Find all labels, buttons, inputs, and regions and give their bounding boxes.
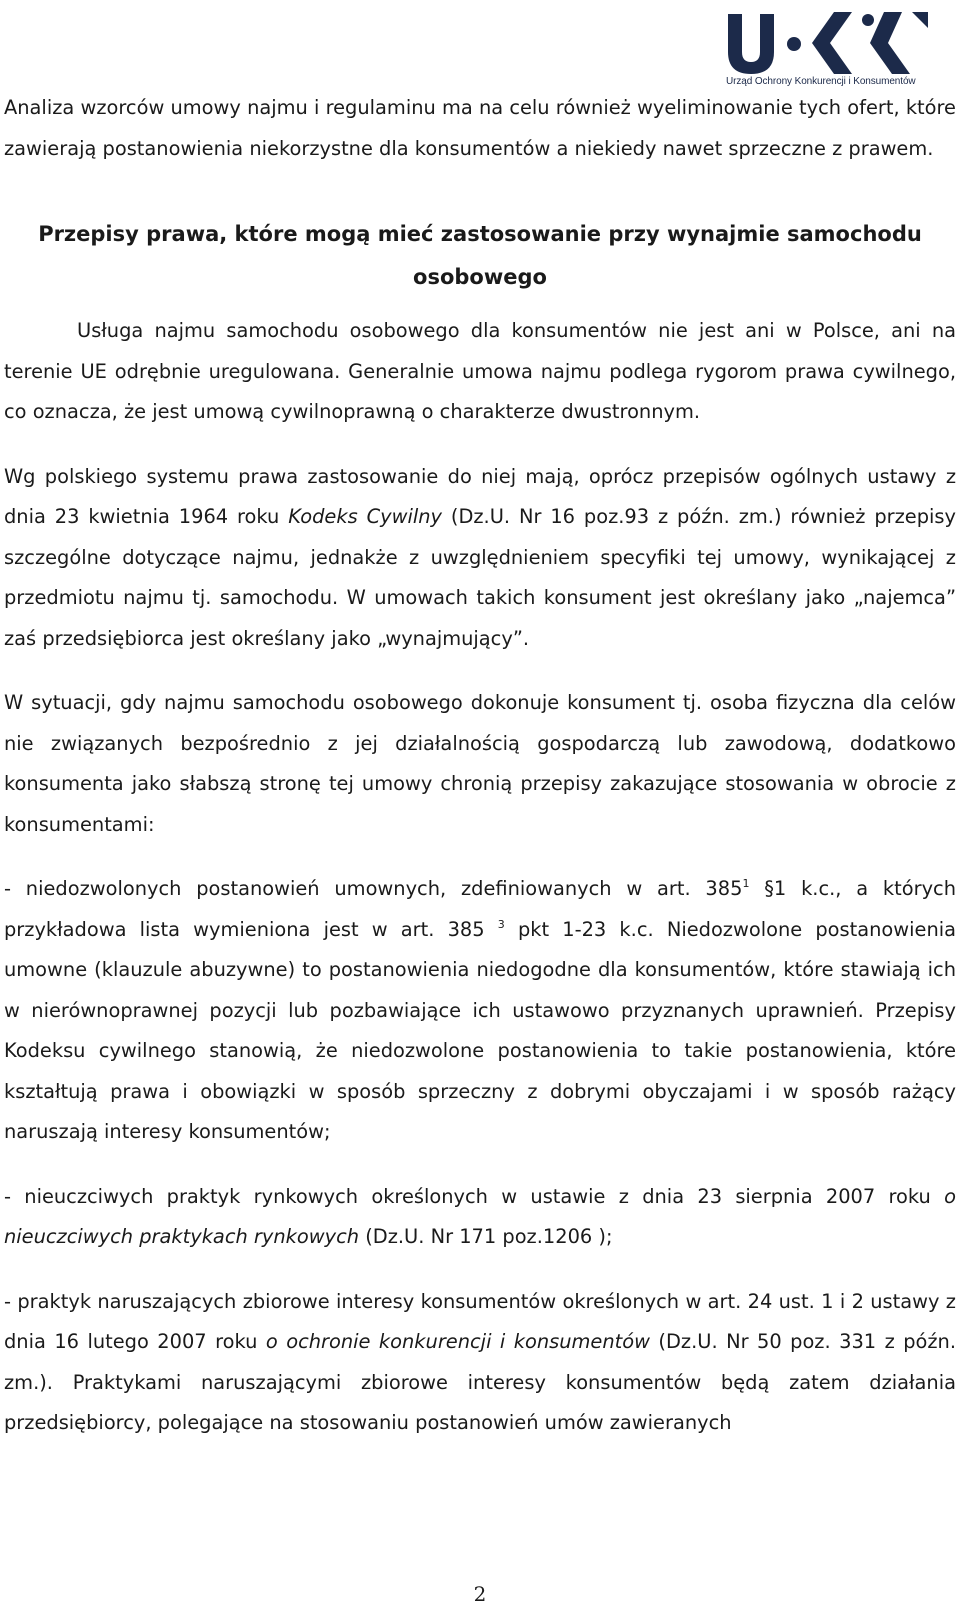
paragraph-legal-system [4, 457, 956, 660]
page-number: 2 [473, 1582, 487, 1606]
superscript-3: 3 [497, 917, 505, 931]
collective-interests-text-1: - praktyk naruszających zbiorowe interesy konsumentów określonych w art. 24 ust. 1 i 2 ustawy z dnia 16 lutego 2007 roku [4, 1289, 956, 1353]
unfair-practices-text-1: - nieuczciwych praktyk rynkowych określonych w ustawie z dnia 23 sierpnia 2007 roku [4, 1184, 945, 1208]
document-body [4, 88, 956, 1444]
uokik-logo-mark [726, 10, 931, 74]
unfair-terms-text-1: - niedozwolonych postanowień umownych, zdefiniowanych w art. 385 [4, 877, 743, 900]
list-item-collective-interests [4, 1282, 956, 1444]
paragraph-service: Usługa najmu samochodu osobowego dla konsumentów nie jest ani w Polsce, ani na terenie UE odrębnie uregulowana. Generalnie umowa najmu podlega rygorom prawa cywilnego, co oznacza, że jest umową cywilnoprawną o charakterze dwustronnym. [4, 319, 956, 423]
unfair-practices-act-title: o nieuczciwych praktykach rynkowych [4, 1184, 956, 1248]
unfair-terms-text-3: pkt 1-23 k.c. Niedozwolone postanowienia umowne (klauzule abuzywne) to postanowienia niedogodne dla konsumentów, które stawiają ich w nierównoprawnej pozycji lub pozbawiające ich ustawowo przyznanych uprawnień. Przepisy Kodeksu cywilnego stanowią, że niedozwolone postanowienia to takie postanowienia, które kształtują prawa i obowiązki w sposób sprzeczny z dobrymi obyczajami i w sposób rażący naruszają interesy konsumentów; [4, 917, 956, 1143]
logo-caption: Urząd Ochrony Konkurencji i Konsumentów [726, 76, 916, 87]
paragraph-consumer-situation: W sytuacji, gdy najmu samochodu osobowego dokonuje konsument tj. osoba fizyczna dla celów nie związanych bezpośrednio z jej działalnością gospodarczą lub zawodową, dodatkowo konsumenta jako słabszą stronę tej umowy chronią przepisy zakazujące stosowania w obrocie z konsumentami: [4, 691, 956, 836]
paragraph-intro: Analiza wzorców umowy najmu i regulaminu ma na celu również wyeliminowanie tych ofert, które zawierają postanowienia niekorzystne dla konsumentów a niekiedy nawet sprzeczne z prawem. [4, 96, 956, 160]
collective-interests-text-2: (Dz.U. Nr 50 poz. 331 z późn. zm.). Praktykami naruszającymi zbiorowe interesy konsumentów będą zatem działania przedsiębiorcy, polegające na stosowaniu postanowień umów zawieranych [4, 1330, 957, 1434]
unfair-terms-text-2: §1 k.c., a których przykładowa lista wymieniona jest w art. 385 [4, 877, 956, 941]
paragraph-legal-system-text-1: Wg polskiego systemu prawa zastosowanie do niej mają, oprócz przepisów ogólnych ustawy z dnia 23 kwietnia 1964 roku [4, 464, 956, 528]
list-item-unfair-practices [4, 1177, 956, 1258]
civil-code-title: Kodeks Cywilny [288, 505, 442, 528]
unfair-practices-text-2: (Dz.U. Nr 171 poz.1206 ); [359, 1225, 613, 1248]
uokik-logo [726, 10, 946, 87]
list-item-unfair-terms [4, 869, 956, 1153]
superscript-1: 1 [742, 877, 750, 890]
competition-act-title: o ochronie konkurencji i konsumentów [265, 1330, 650, 1353]
paragraph-legal-system-text-2: (Dz.U. Nr 16 poz.93 z późn. zm.) również przepisy szczególne dotyczące najmu, jednakże z uwzględnieniem specyfiki tej umowy, wynikającej z przedmiotu najmu tj. samochodu. W umowach takich konsument jest określany jako „najemca” zaś przedsiębiorca jest określany jako „wynajmujący”. [4, 505, 957, 650]
section-heading-line-1: Przepisy prawa, które mogą mieć zastosowanie przy wynajmie samochodu [38, 222, 922, 246]
section-heading [4, 213, 956, 299]
section-heading-line-2: osobowego [413, 265, 547, 289]
